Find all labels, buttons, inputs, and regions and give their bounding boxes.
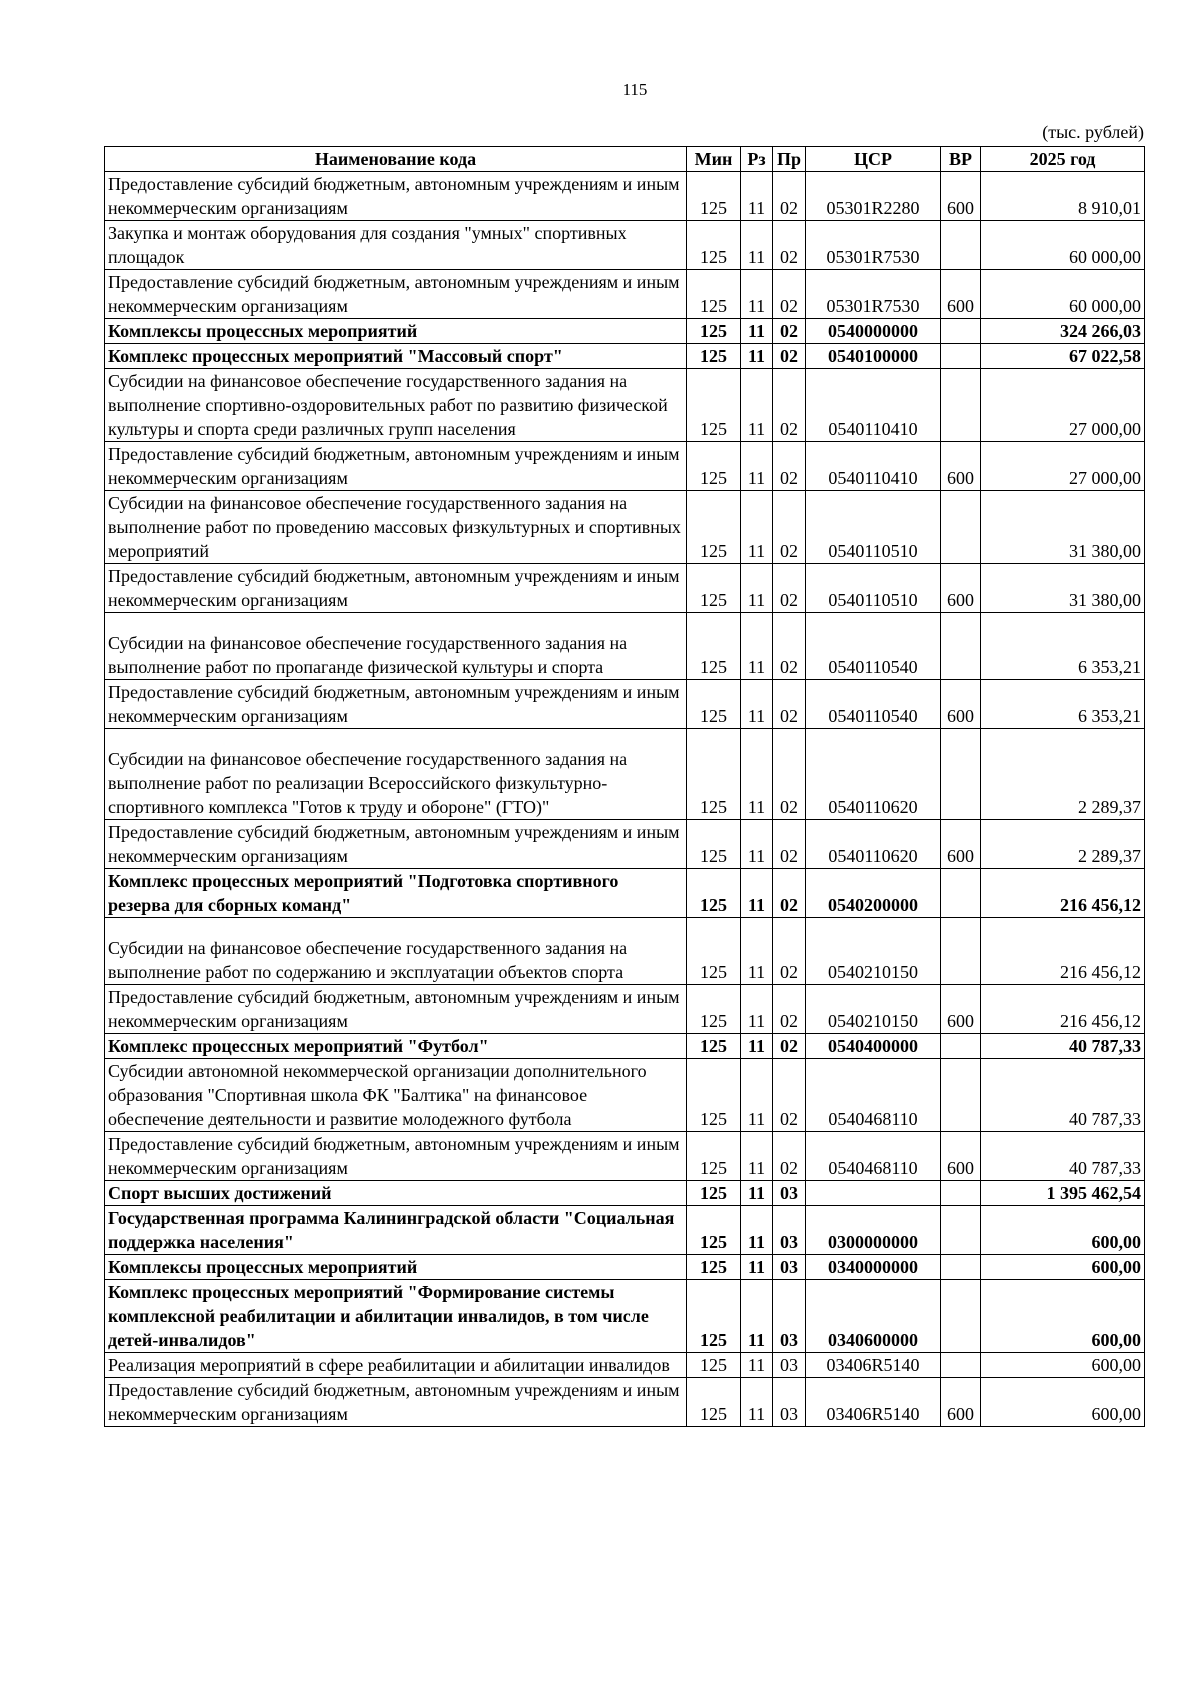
- cell-min: 125: [687, 1206, 741, 1255]
- budget-table: [104, 146, 1145, 1427]
- cell-pr: 03: [773, 1280, 806, 1353]
- header-row: [105, 147, 1145, 172]
- cell-name: Предоставление субсидий бюджетным, автономным учреждениям и иным некоммерческим организациям: [105, 1132, 687, 1181]
- col-header-min: Мин: [687, 147, 741, 172]
- cell-sum: 6 353,21: [981, 680, 1145, 729]
- cell-pr: 02: [773, 1059, 806, 1132]
- table-row: [105, 270, 1145, 319]
- cell-pr: 02: [773, 918, 806, 985]
- cell-rz: 11: [741, 1255, 773, 1280]
- cell-rz: 11: [741, 1181, 773, 1206]
- cell-csr: 0540100000: [806, 344, 941, 369]
- cell-name: Субсидии на финансовое обеспечение государственного задания на выполнение работ по содержанию и эксплуатации объектов спорта: [105, 918, 687, 985]
- table-row: [105, 1378, 1145, 1427]
- cell-rz: 11: [741, 1059, 773, 1132]
- cell-pr: 02: [773, 270, 806, 319]
- cell-min: 125: [687, 1181, 741, 1206]
- table-header: [105, 147, 1145, 172]
- cell-rz: 11: [741, 1206, 773, 1255]
- table-row: [105, 1206, 1145, 1255]
- page-number: 115: [622, 80, 648, 99]
- cell-name: Субсидии автономной некоммерческой организации дополнительного образования "Спортивная школа ФК "Балтика" на финансовое обеспечение деятельности и развитие молодежного футбола: [105, 1059, 687, 1132]
- cell-min: 125: [687, 1353, 741, 1378]
- cell-csr: [806, 1181, 941, 1206]
- cell-min: 125: [687, 918, 741, 985]
- cell-rz: 11: [741, 1034, 773, 1059]
- cell-pr: 02: [773, 172, 806, 221]
- cell-sum: 216 456,12: [981, 869, 1145, 918]
- cell-sum: 60 000,00: [981, 221, 1145, 270]
- cell-vr: [941, 1353, 981, 1378]
- table-row: [105, 319, 1145, 344]
- cell-vr: [941, 221, 981, 270]
- table-row: [105, 564, 1145, 613]
- cell-csr: 0540000000: [806, 319, 941, 344]
- cell-vr: [941, 344, 981, 369]
- cell-sum: 2 289,37: [981, 820, 1145, 869]
- cell-sum: 40 787,33: [981, 1034, 1145, 1059]
- cell-rz: 11: [741, 680, 773, 729]
- cell-rz: 11: [741, 319, 773, 344]
- cell-name: Закупка и монтаж оборудования для создания "умных" спортивных площадок: [105, 221, 687, 270]
- cell-csr: 0540210150: [806, 918, 941, 985]
- table-row: [105, 491, 1145, 564]
- cell-vr: 600: [941, 564, 981, 613]
- cell-sum: 600,00: [981, 1353, 1145, 1378]
- cell-min: 125: [687, 172, 741, 221]
- cell-sum: 600,00: [981, 1206, 1145, 1255]
- cell-pr: 03: [773, 1206, 806, 1255]
- cell-name: Субсидии на финансовое обеспечение государственного задания на выполнение работ по пропаганде физической культуры и спорта: [105, 613, 687, 680]
- cell-name: Комплекс процессных мероприятий "Футбол": [105, 1034, 687, 1059]
- table-row: [105, 344, 1145, 369]
- cell-vr: [941, 319, 981, 344]
- table-row: [105, 369, 1145, 442]
- cell-pr: 02: [773, 680, 806, 729]
- table-row: [105, 1132, 1145, 1181]
- cell-rz: 11: [741, 1280, 773, 1353]
- cell-vr: 600: [941, 172, 981, 221]
- cell-vr: [941, 1059, 981, 1132]
- table-row: [105, 221, 1145, 270]
- cell-rz: 11: [741, 820, 773, 869]
- cell-rz: 11: [741, 869, 773, 918]
- cell-name: Предоставление субсидий бюджетным, автономным учреждениям и иным некоммерческим организациям: [105, 1378, 687, 1427]
- cell-csr: 0540110620: [806, 820, 941, 869]
- cell-name: Предоставление субсидий бюджетным, автономным учреждениям и иным некоммерческим организациям: [105, 820, 687, 869]
- cell-rz: 11: [741, 491, 773, 564]
- cell-rz: 11: [741, 918, 773, 985]
- cell-csr: 0540468110: [806, 1132, 941, 1181]
- cell-csr: 0540110410: [806, 369, 941, 442]
- cell-sum: 216 456,12: [981, 985, 1145, 1034]
- table-row: [105, 1353, 1145, 1378]
- table-row: [105, 985, 1145, 1034]
- cell-name: Субсидии на финансовое обеспечение государственного задания на выполнение работ по проведению массовых физкультурных и спортивных мероприятий: [105, 491, 687, 564]
- col-header-name: Наименование кода: [105, 147, 687, 172]
- cell-vr: [941, 869, 981, 918]
- cell-name: Предоставление субсидий бюджетным, автономным учреждениям и иным некоммерческим организациям: [105, 564, 687, 613]
- cell-sum: 40 787,33: [981, 1059, 1145, 1132]
- cell-rz: 11: [741, 1378, 773, 1427]
- cell-csr: 05301R7530: [806, 270, 941, 319]
- cell-pr: 02: [773, 491, 806, 564]
- cell-pr: 02: [773, 869, 806, 918]
- cell-name: Государственная программа Калининградской области "Социальная поддержка населения": [105, 1206, 687, 1255]
- cell-vr: [941, 369, 981, 442]
- cell-sum: 8 910,01: [981, 172, 1145, 221]
- cell-rz: 11: [741, 221, 773, 270]
- cell-rz: 11: [741, 564, 773, 613]
- cell-rz: 11: [741, 1353, 773, 1378]
- cell-min: 125: [687, 344, 741, 369]
- table-row: [105, 1059, 1145, 1132]
- cell-csr: 0540110510: [806, 491, 941, 564]
- cell-sum: 600,00: [981, 1255, 1145, 1280]
- cell-sum: 6 353,21: [981, 613, 1145, 680]
- cell-csr: 0540468110: [806, 1059, 941, 1132]
- cell-csr: 0340600000: [806, 1280, 941, 1353]
- cell-csr: 0540110540: [806, 680, 941, 729]
- cell-vr: [941, 918, 981, 985]
- cell-name: Комплекс процессных мероприятий "Массовый спорт": [105, 344, 687, 369]
- cell-csr: 03406R5140: [806, 1378, 941, 1427]
- cell-csr: 0540110410: [806, 442, 941, 491]
- cell-name: Предоставление субсидий бюджетным, автономным учреждениям и иным некоммерческим организациям: [105, 985, 687, 1034]
- cell-csr: 0540210150: [806, 985, 941, 1034]
- cell-sum: 27 000,00: [981, 442, 1145, 491]
- cell-vr: 600: [941, 270, 981, 319]
- cell-vr: [941, 1034, 981, 1059]
- cell-min: 125: [687, 319, 741, 344]
- cell-name: Спорт высших достижений: [105, 1181, 687, 1206]
- cell-rz: 11: [741, 344, 773, 369]
- cell-sum: 27 000,00: [981, 369, 1145, 442]
- cell-rz: 11: [741, 729, 773, 820]
- cell-vr: [941, 1255, 981, 1280]
- cell-pr: 02: [773, 1034, 806, 1059]
- cell-pr: 03: [773, 1255, 806, 1280]
- table-body: [105, 172, 1145, 1427]
- cell-sum: 31 380,00: [981, 564, 1145, 613]
- cell-name: Предоставление субсидий бюджетным, автономным учреждениям и иным некоммерческим организациям: [105, 442, 687, 491]
- cell-rz: 11: [741, 172, 773, 221]
- cell-pr: 03: [773, 1353, 806, 1378]
- cell-rz: 11: [741, 442, 773, 491]
- col-header-sum: 2025 год: [981, 147, 1145, 172]
- col-header-rz: Рз: [741, 147, 773, 172]
- cell-min: 125: [687, 564, 741, 613]
- cell-pr: 02: [773, 319, 806, 344]
- cell-rz: 11: [741, 613, 773, 680]
- cell-rz: 11: [741, 270, 773, 319]
- cell-pr: 02: [773, 564, 806, 613]
- cell-csr: 0300000000: [806, 1206, 941, 1255]
- table-row: [105, 680, 1145, 729]
- cell-csr: 05301R7530: [806, 221, 941, 270]
- cell-vr: 600: [941, 1132, 981, 1181]
- cell-vr: [941, 491, 981, 564]
- cell-name: Реализация мероприятий в сфере реабилитации и абилитации инвалидов: [105, 1353, 687, 1378]
- cell-min: 125: [687, 442, 741, 491]
- cell-min: 125: [687, 1059, 741, 1132]
- cell-min: 125: [687, 491, 741, 564]
- cell-name: Предоставление субсидий бюджетным, автономным учреждениям и иным некоммерческим организациям: [105, 270, 687, 319]
- cell-pr: 02: [773, 729, 806, 820]
- table-row: [105, 1255, 1145, 1280]
- cell-csr: 03406R5140: [806, 1353, 941, 1378]
- table-row: [105, 613, 1145, 680]
- cell-vr: 600: [941, 442, 981, 491]
- cell-min: 125: [687, 1378, 741, 1427]
- cell-min: 125: [687, 869, 741, 918]
- col-header-csr: ЦСР: [806, 147, 941, 172]
- table-row: [105, 1181, 1145, 1206]
- cell-pr: 02: [773, 344, 806, 369]
- cell-csr: 0540110510: [806, 564, 941, 613]
- cell-sum: 324 266,03: [981, 319, 1145, 344]
- table-row: [105, 442, 1145, 491]
- cell-min: 125: [687, 1255, 741, 1280]
- cell-name: Комплексы процессных мероприятий: [105, 319, 687, 344]
- cell-rz: 11: [741, 1132, 773, 1181]
- cell-min: 125: [687, 729, 741, 820]
- col-header-vr: ВР: [941, 147, 981, 172]
- cell-min: 125: [687, 369, 741, 442]
- cell-pr: 02: [773, 820, 806, 869]
- cell-pr: 02: [773, 442, 806, 491]
- cell-csr: 05301R2280: [806, 172, 941, 221]
- cell-min: 125: [687, 1132, 741, 1181]
- cell-vr: [941, 729, 981, 820]
- cell-vr: [941, 613, 981, 680]
- table-row: [105, 869, 1145, 918]
- cell-csr: 0540200000: [806, 869, 941, 918]
- cell-vr: 600: [941, 820, 981, 869]
- cell-csr: 0540110620: [806, 729, 941, 820]
- cell-min: 125: [687, 613, 741, 680]
- cell-sum: 31 380,00: [981, 491, 1145, 564]
- cell-vr: [941, 1280, 981, 1353]
- cell-name: Комплексы процессных мероприятий: [105, 1255, 687, 1280]
- cell-sum: 60 000,00: [981, 270, 1145, 319]
- table-row: [105, 1280, 1145, 1353]
- cell-vr: 600: [941, 680, 981, 729]
- cell-name: Субсидии на финансовое обеспечение государственного задания на выполнение работ по реализации Всероссийского физкультурно-спортивного комплекса "Готов к труду и обороне" (ГТО)": [105, 729, 687, 820]
- cell-vr: [941, 1206, 981, 1255]
- cell-vr: [941, 1181, 981, 1206]
- table-row: [105, 729, 1145, 820]
- cell-sum: 40 787,33: [981, 1132, 1145, 1181]
- cell-min: 125: [687, 1034, 741, 1059]
- table-row: [105, 820, 1145, 869]
- cell-sum: 2 289,37: [981, 729, 1145, 820]
- cell-pr: 03: [773, 1181, 806, 1206]
- cell-pr: 02: [773, 613, 806, 680]
- cell-vr: 600: [941, 985, 981, 1034]
- cell-pr: 02: [773, 1132, 806, 1181]
- cell-sum: 600,00: [981, 1280, 1145, 1353]
- cell-sum: 216 456,12: [981, 918, 1145, 985]
- cell-csr: 0340000000: [806, 1255, 941, 1280]
- cell-pr: 02: [773, 221, 806, 270]
- cell-name: Предоставление субсидий бюджетным, автономным учреждениям и иным некоммерческим организациям: [105, 680, 687, 729]
- cell-name: Предоставление субсидий бюджетным, автономным учреждениям и иным некоммерческим организациям: [105, 172, 687, 221]
- cell-pr: 03: [773, 1378, 806, 1427]
- table-row: [105, 1034, 1145, 1059]
- table-row: [105, 918, 1145, 985]
- units-label: (тыс. рублей): [1042, 122, 1144, 142]
- cell-csr: 0540110540: [806, 613, 941, 680]
- cell-min: 125: [687, 680, 741, 729]
- cell-name: Комплекс процессных мероприятий "Формирование системы комплексной реабилитации и абилитации инвалидов, в том числе детей-инвалидов": [105, 1280, 687, 1353]
- cell-pr: 02: [773, 985, 806, 1034]
- cell-min: 125: [687, 820, 741, 869]
- cell-sum: 1 395 462,54: [981, 1181, 1145, 1206]
- cell-pr: 02: [773, 369, 806, 442]
- cell-csr: 0540400000: [806, 1034, 941, 1059]
- cell-rz: 11: [741, 369, 773, 442]
- cell-sum: 600,00: [981, 1378, 1145, 1427]
- cell-min: 125: [687, 985, 741, 1034]
- cell-min: 125: [687, 221, 741, 270]
- cell-min: 125: [687, 1280, 741, 1353]
- table-row: [105, 172, 1145, 221]
- cell-name: Субсидии на финансовое обеспечение государственного задания на выполнение спортивно-оздоровительных работ по развитию физической культуры и спорта среди различных групп населения: [105, 369, 687, 442]
- cell-rz: 11: [741, 985, 773, 1034]
- cell-min: 125: [687, 270, 741, 319]
- col-header-pr: Пр: [773, 147, 806, 172]
- cell-name: Комплекс процессных мероприятий "Подготовка спортивного резерва для сборных команд": [105, 869, 687, 918]
- cell-vr: 600: [941, 1378, 981, 1427]
- cell-sum: 67 022,58: [981, 344, 1145, 369]
